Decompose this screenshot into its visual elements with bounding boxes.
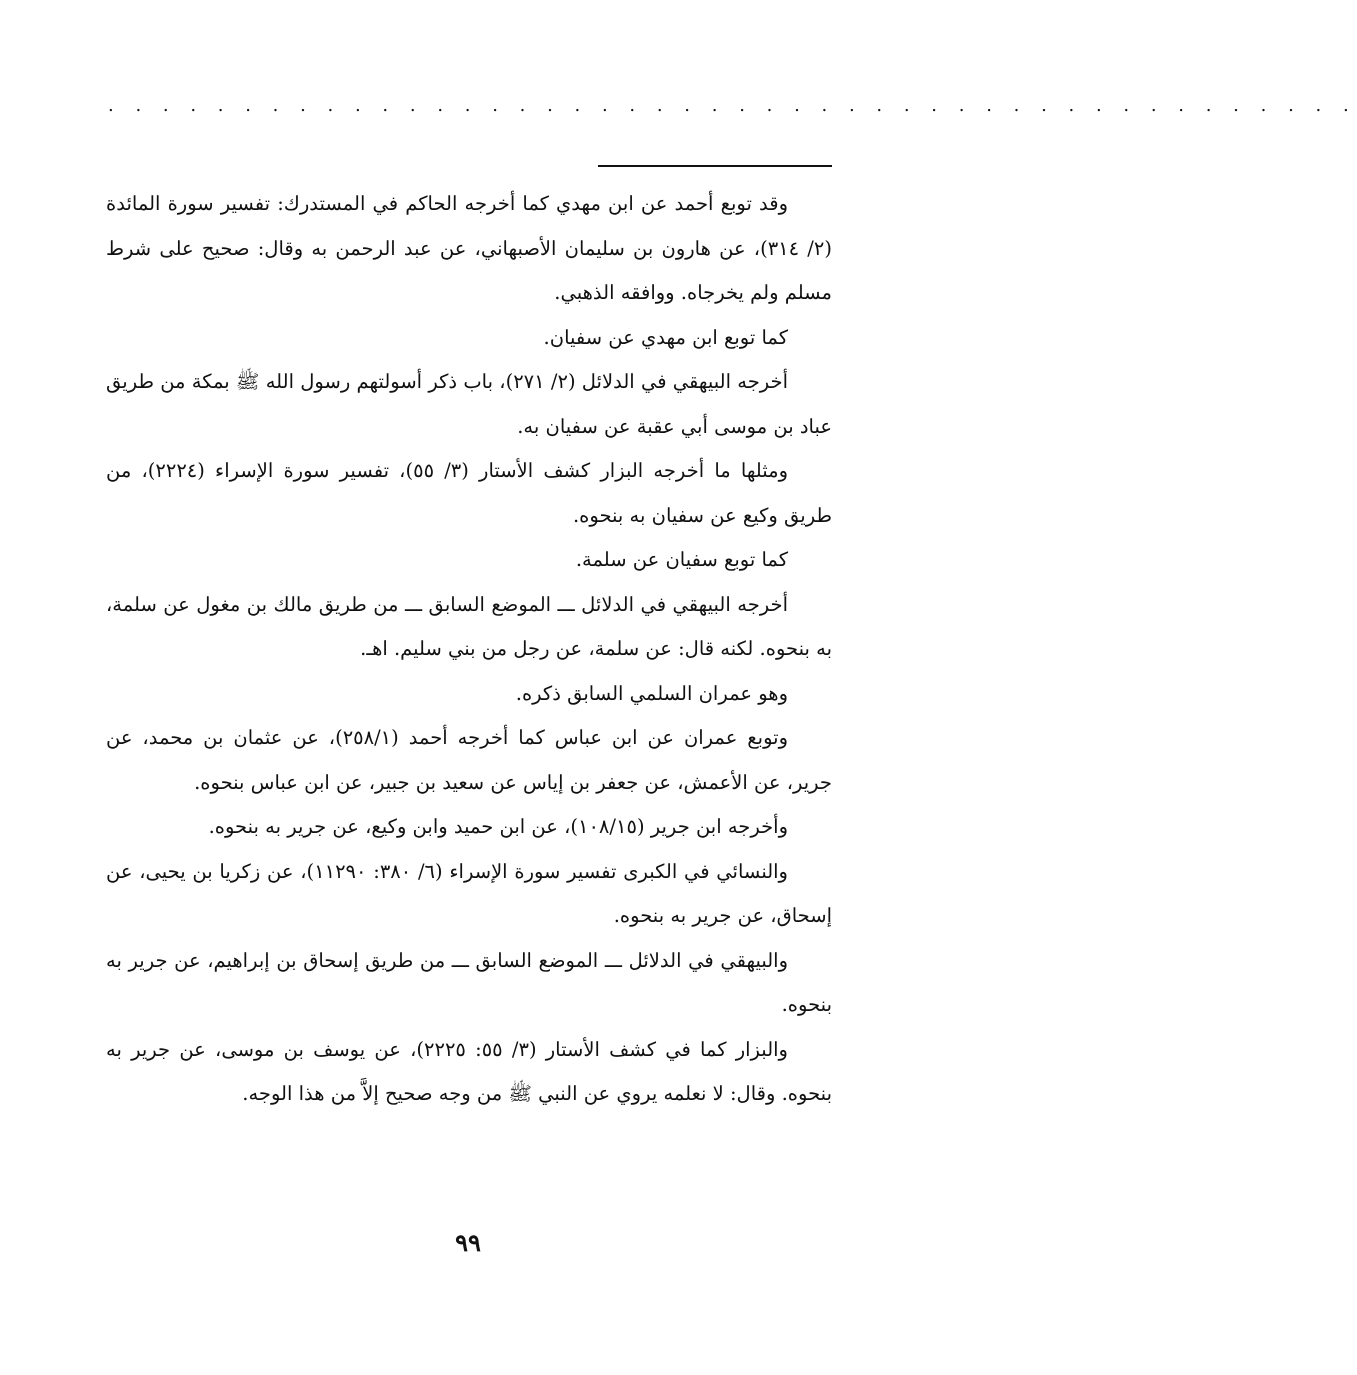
paragraph: كما توبع سفيان عن سلمة. xyxy=(575,548,788,571)
paragraph: والبزار كما في كشف الأستار (٣/ ٥٥: ٢٢٢٥)، عن يوسف بن موسى، عن جرير به بنحوه. وقال: لا نعلمه يروي عن النبي ﷺ من وجه صحيح إلاَّ من هذا الوجه. xyxy=(106,1037,832,1105)
paragraph: كما توبع ابن مهدي عن سفيان. xyxy=(543,325,788,349)
page-number: ٩٩ xyxy=(455,1228,481,1257)
paragraph: ومثلها ما أخرجه البزار كشف الأستار (٣/ ٥٥)، تفسير سورة الإسراء (٢٢٢٤)، من طريق وكيع عن سفيان به بنحوه. xyxy=(106,459,832,527)
paragraph: وهو عمران السلمي السابق ذكره. xyxy=(515,681,788,705)
paragraph: والبيهقي في الدلائل ـــ الموضع السابق ـــ من طريق إسحاق بن إبراهيم، عن جرير به بنحوه. xyxy=(106,948,832,1016)
paragraph: أخرجه البيهقي في الدلائل ـــ الموضع السابق ـــ من طريق مالك بن مغول عن سلمة، به بنحوه. لكنه قال: عن سلمة، عن رجل من بني سليم. اهـ. xyxy=(106,592,832,660)
footnote-rule xyxy=(598,165,832,167)
paragraph: وأخرجه ابن جرير (١٠٨/١٥)، عن ابن حميد وابن وكيع، عن جرير به بنحوه. xyxy=(208,815,788,838)
footnote-body xyxy=(106,182,832,1117)
paragraph: والنسائي في الكبرى تفسير سورة الإسراء (٦/ ٣٨٠: ١١٢٩٠)، عن زكريا بن يحيى، عن إسحاق، عن جرير به بنحوه. xyxy=(106,859,832,927)
dotted-separator: . . . . . . . . . . . . . . . . . . . . . . . . . . . . . . . . . . . . . . . . . . . . . . xyxy=(108,95,1357,116)
paragraph: أخرجه البيهقي في الدلائل (٢/ ٢٧١)، باب ذكر أسولتهم رسول الله ﷺ بمكة من طريق عباد بن موسى أبي عقبة عن سفيان به. xyxy=(106,370,832,438)
paragraph: وتوبع عمران عن ابن عباس كما أخرجه أحمد (٢٥٨/١)، عن عثمان بن محمد، عن جرير، عن الأعمش، عن جعفر بن إياس عن سعيد بن جبير، عن ابن عباس بنحوه. xyxy=(106,726,832,794)
paragraph: وقد توبع أحمد عن ابن مهدي كما أخرجه الحاكم في المستدرك: تفسير سورة المائدة (٢/ ٣١٤)، عن هارون بن سليمان الأصبهاني، عن عبد الرحمن به وقال: صحيح على شرط مسلم ولم يخرجاه. ووافقه الذهبي. xyxy=(106,192,832,304)
